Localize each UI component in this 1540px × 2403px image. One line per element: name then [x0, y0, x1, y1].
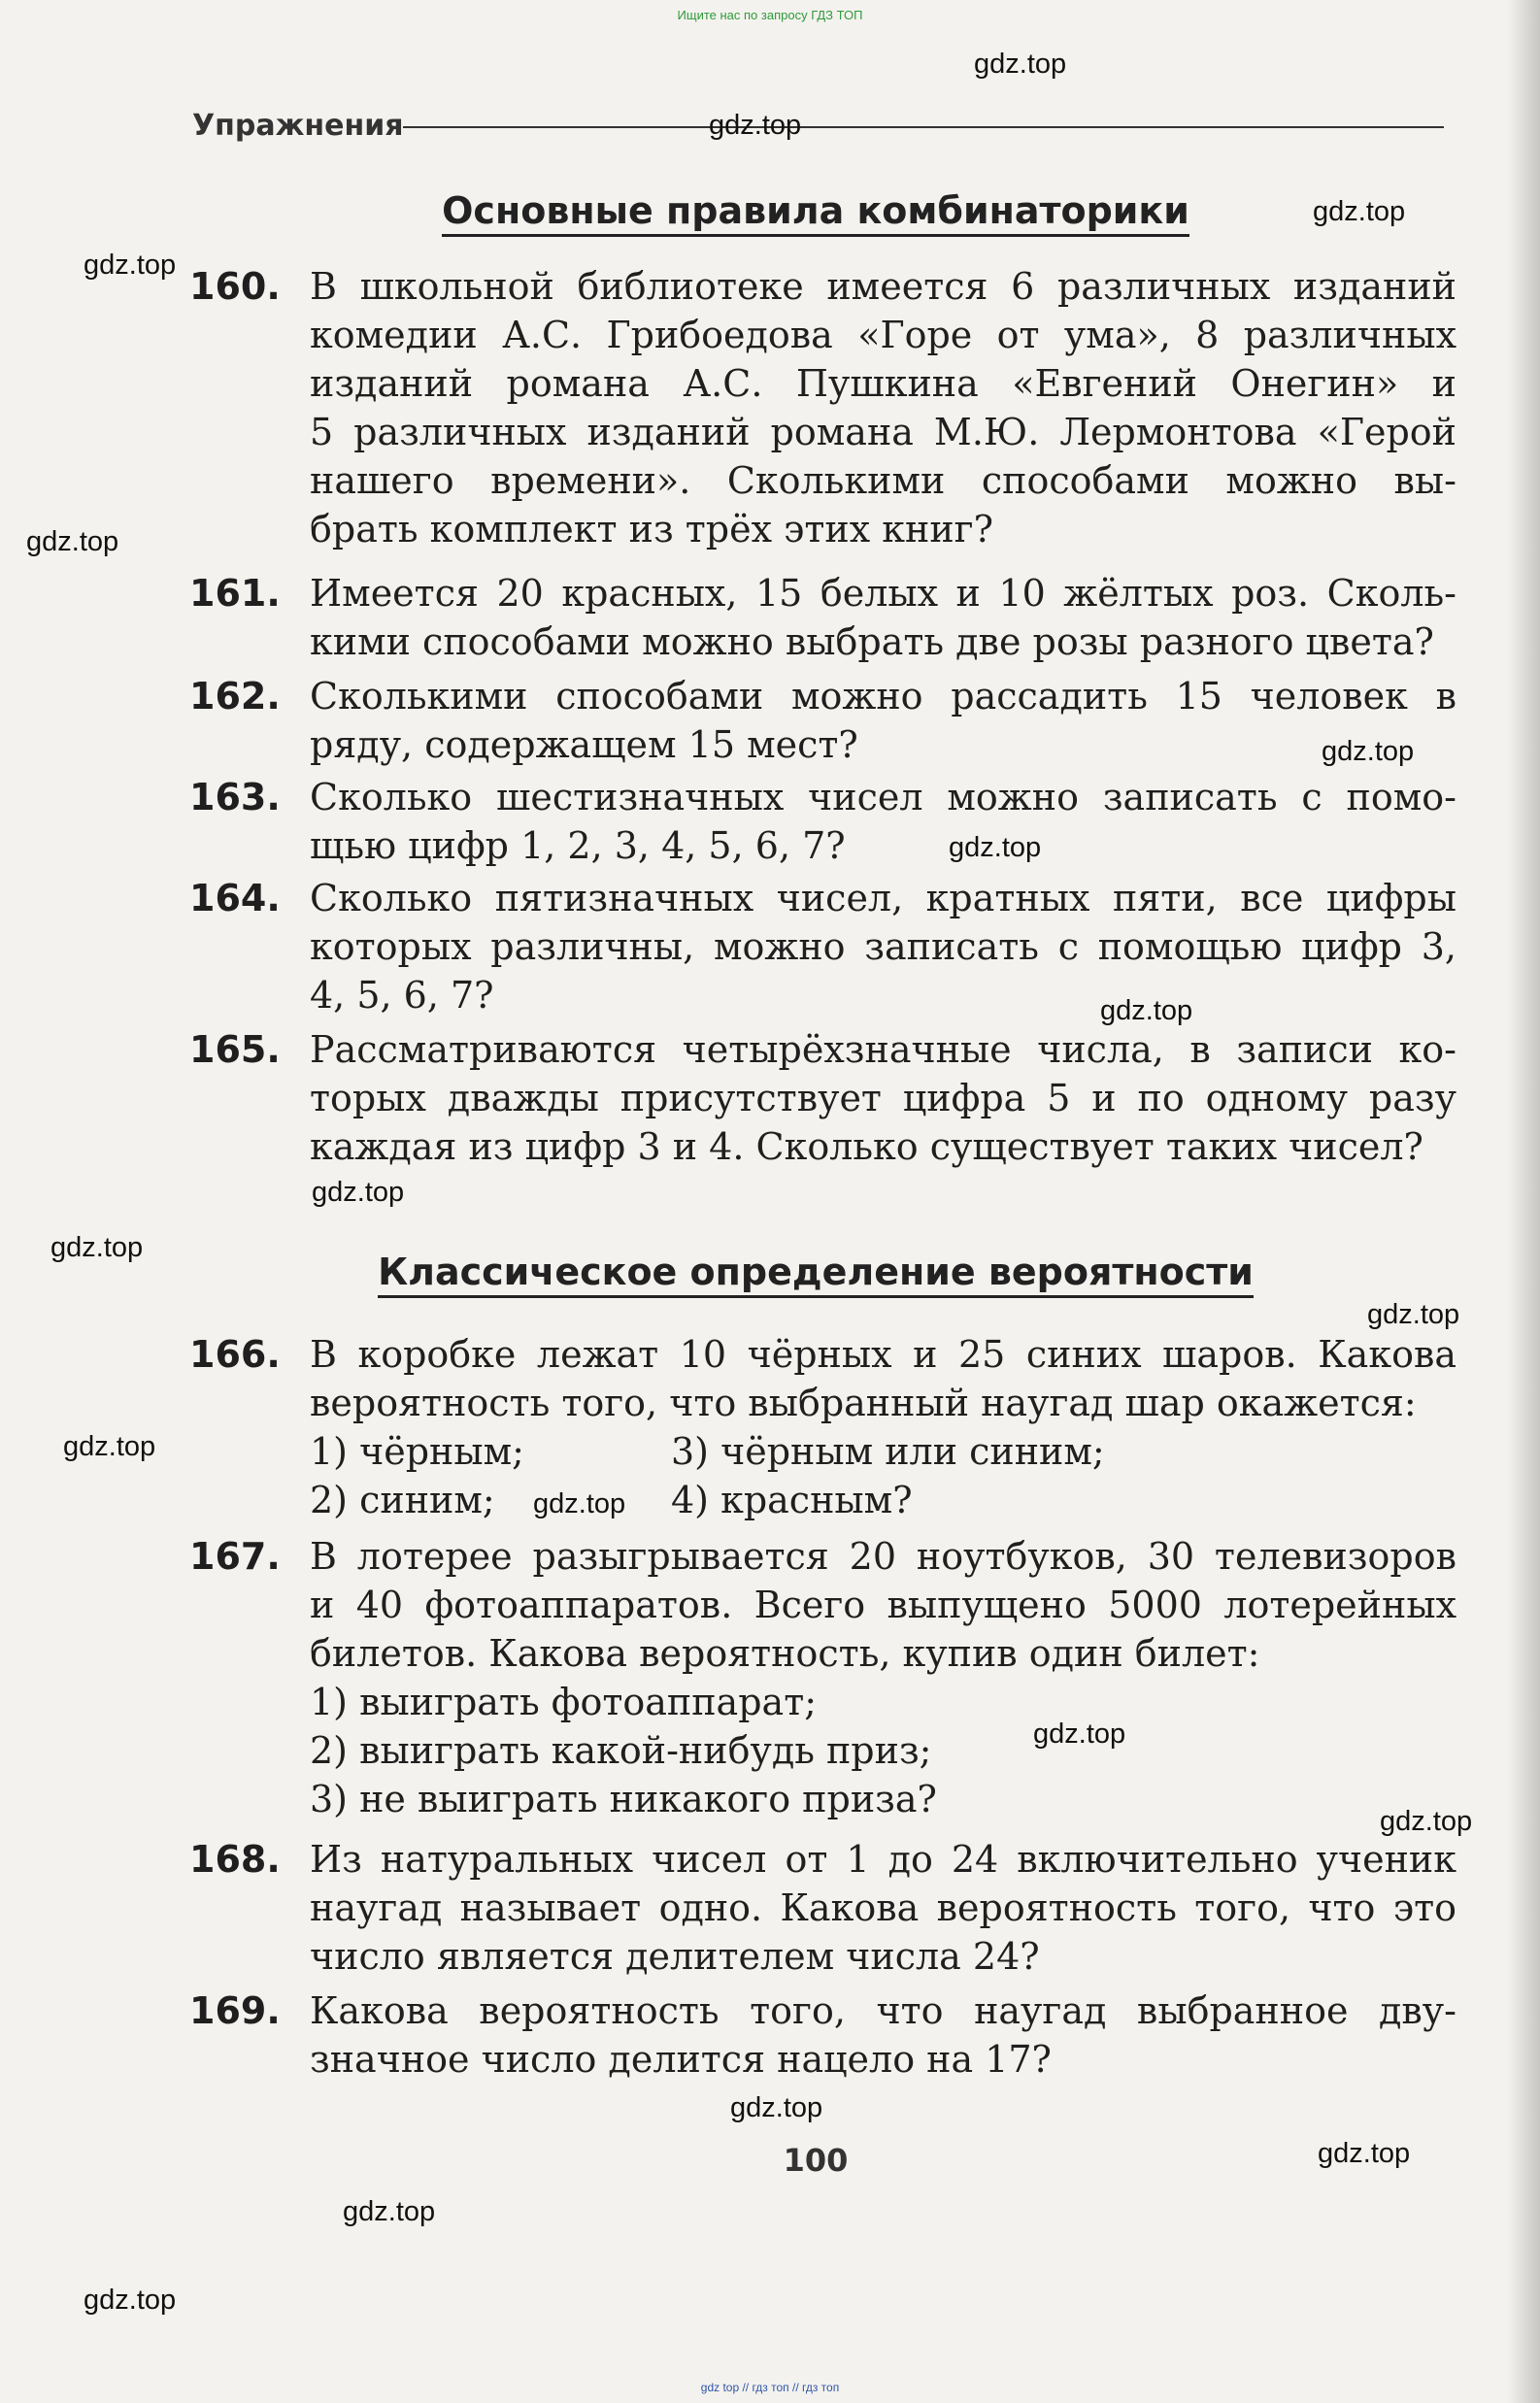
- watermark: gdz.top: [1318, 2138, 1411, 2169]
- bottom-footer-note: gdz top // гдз топ // гдз топ: [700, 2381, 840, 2394]
- exercise-text: [310, 569, 1456, 666]
- exercise-164: [189, 874, 1456, 1019]
- text-line: 5 различных изданий романа М.Ю. Лермонтова «Герой: [310, 411, 1456, 453]
- exercise-text: [310, 1835, 1456, 1981]
- watermark: gdz.top: [1322, 736, 1415, 767]
- exercise-number: 160.: [189, 265, 281, 308]
- heading-probability-text: Классическое определение вероятности: [378, 1251, 1254, 1298]
- exercise-number: 168.: [189, 1838, 281, 1881]
- exercise-161: [189, 569, 1456, 666]
- exercise-number: 164.: [189, 877, 281, 919]
- text-line: Сколькими способами можно рассадить 15 человек в: [310, 675, 1456, 718]
- answer-options: [310, 1427, 1456, 1524]
- watermark: gdz.top: [50, 1232, 144, 1263]
- text-line: В лотерее разыгрывается 20 ноутбуков, 30 телевизоров: [310, 1535, 1456, 1578]
- exercise-text: [310, 773, 1456, 870]
- answer-option: 1) выиграть фотоаппарат;: [310, 1681, 818, 1723]
- answer-option: 2) синим;: [310, 1479, 495, 1521]
- watermark: gdz.top: [343, 2196, 436, 2227]
- text-line: торых дважды присутствует цифра 5 и по одному разу: [310, 1077, 1456, 1119]
- text-line: щью цифр 1, 2, 3, 4, 5, 6, 7?: [310, 824, 846, 867]
- watermark: gdz.top: [533, 1488, 626, 1519]
- text-line: билетов. Какова вероятность, купив один билет:: [310, 1632, 1260, 1675]
- text-line: каждая из цифр 3 и 4. Сколько существует таких чисел?: [310, 1125, 1423, 1168]
- exercise-number: 162.: [189, 675, 281, 718]
- exercise-number: 166.: [189, 1333, 281, 1376]
- text-line: Имеется 20 красных, 15 белых и 10 жёлтых роз. Сколь-: [310, 572, 1456, 615]
- exercise-163: [189, 773, 1456, 870]
- heading-combinatorics-text: Основные правила комбинаторики: [442, 189, 1189, 237]
- text-line: Сколько пятизначных чисел, кратных пяти, все цифры: [310, 877, 1456, 919]
- watermark: gdz.top: [730, 2092, 823, 2123]
- text-line: Какова вероятность того, что наугад выбранное дву-: [310, 1989, 1456, 2032]
- text-line: Сколько шестизначных чисел можно записать с помо-: [310, 776, 1456, 818]
- watermark: gdz.top: [709, 110, 802, 141]
- exercise-text: [310, 262, 1456, 553]
- watermark: gdz.top: [26, 526, 119, 557]
- exercise-166: [189, 1330, 1456, 1524]
- watermark: gdz.top: [1100, 995, 1193, 1026]
- text-line: нашего времени». Сколькими способами можно вы-: [310, 459, 1456, 502]
- text-line: кими способами можно выбрать две розы разного цвета?: [310, 620, 1434, 663]
- exercise-text: [310, 1330, 1456, 1427]
- exercise-169: [189, 1986, 1456, 2084]
- text-line: ряду, содержащем 15 мест?: [310, 723, 858, 766]
- exercise-text: [310, 1532, 1456, 1678]
- text-line: изданий романа А.С. Пушкина «Евгений Онегин» и: [310, 362, 1456, 405]
- exercise-160: [189, 262, 1456, 553]
- page-number: 100: [783, 2142, 849, 2179]
- exercise-number: 167.: [189, 1535, 281, 1578]
- text-line: комедии А.С. Грибоедова «Горе от ума», 8 различных: [310, 314, 1456, 356]
- watermark: gdz.top: [1033, 1719, 1126, 1750]
- answer-option: 1) чёрным;: [310, 1430, 524, 1473]
- exercise-number: 161.: [189, 572, 281, 615]
- heading-combinatorics: [0, 189, 1540, 237]
- text-line: значное число делится нацело на 17?: [310, 2038, 1052, 2081]
- exercise-165: [189, 1025, 1456, 1171]
- watermark: gdz.top: [84, 2285, 177, 2316]
- text-line: В коробке лежат 10 чёрных и 25 синих шаров. Какова: [310, 1333, 1456, 1376]
- text-line: брать комплект из трёх этих книг?: [310, 508, 993, 551]
- heading-probability: [0, 1251, 1540, 1298]
- text-line: Рассматриваются четырёхзначные числа, в записи ко-: [310, 1028, 1456, 1071]
- watermark: gdz.top: [1313, 196, 1406, 227]
- watermark: gdz.top: [949, 832, 1042, 863]
- text-line: В школьной библиотеке имеется 6 различных изданий: [310, 265, 1456, 308]
- watermark: gdz.top: [312, 1177, 405, 1208]
- header-rule: [403, 126, 1444, 128]
- text-line: вероятность того, что выбранный наугад шар окажется:: [310, 1382, 1417, 1424]
- section-label: Упражнения: [192, 109, 404, 143]
- text-line: 4, 5, 6, 7?: [310, 974, 494, 1017]
- answer-option: 2) выиграть какой-нибудь приз;: [310, 1729, 932, 1772]
- exercise-168: [189, 1835, 1456, 1981]
- exercise-text: [310, 1025, 1456, 1171]
- answer-option: 3) чёрным или синим;: [671, 1430, 1105, 1473]
- exercise-text: [310, 672, 1456, 769]
- exercise-text: [310, 874, 1456, 1019]
- answer-option: 4) красным?: [671, 1479, 913, 1521]
- exercise-number: 169.: [189, 1989, 281, 2032]
- text-line: наугад называет одно. Какова вероятность того, что это: [310, 1886, 1456, 1929]
- text-line: и 40 фотоаппаратов. Всего выпущено 5000 лотерейных: [310, 1584, 1456, 1626]
- exercise-number: 165.: [189, 1028, 281, 1071]
- exercise-162: [189, 672, 1456, 769]
- exercise-167: [189, 1532, 1456, 1823]
- watermark: gdz.top: [63, 1431, 156, 1462]
- exercise-number: 163.: [189, 776, 281, 818]
- exercise-text: [310, 1986, 1456, 2084]
- text-line: число является делителем числа 24?: [310, 1935, 1040, 1978]
- top-search-note: Ищите нас по запросу ГДЗ ТОП: [677, 8, 863, 22]
- answer-option: 3) не выиграть никакого приза?: [310, 1778, 937, 1820]
- page-edge-shadow: [1507, 0, 1540, 2403]
- watermark: gdz.top: [974, 49, 1067, 80]
- watermark: gdz.top: [1380, 1806, 1473, 1837]
- watermark: gdz.top: [1367, 1299, 1460, 1330]
- text-line: Из натуральных чисел от 1 до 24 включительно ученик: [310, 1838, 1456, 1881]
- watermark: gdz.top: [84, 250, 177, 281]
- text-line: которых различны, можно записать с помощью цифр 3,: [310, 925, 1456, 968]
